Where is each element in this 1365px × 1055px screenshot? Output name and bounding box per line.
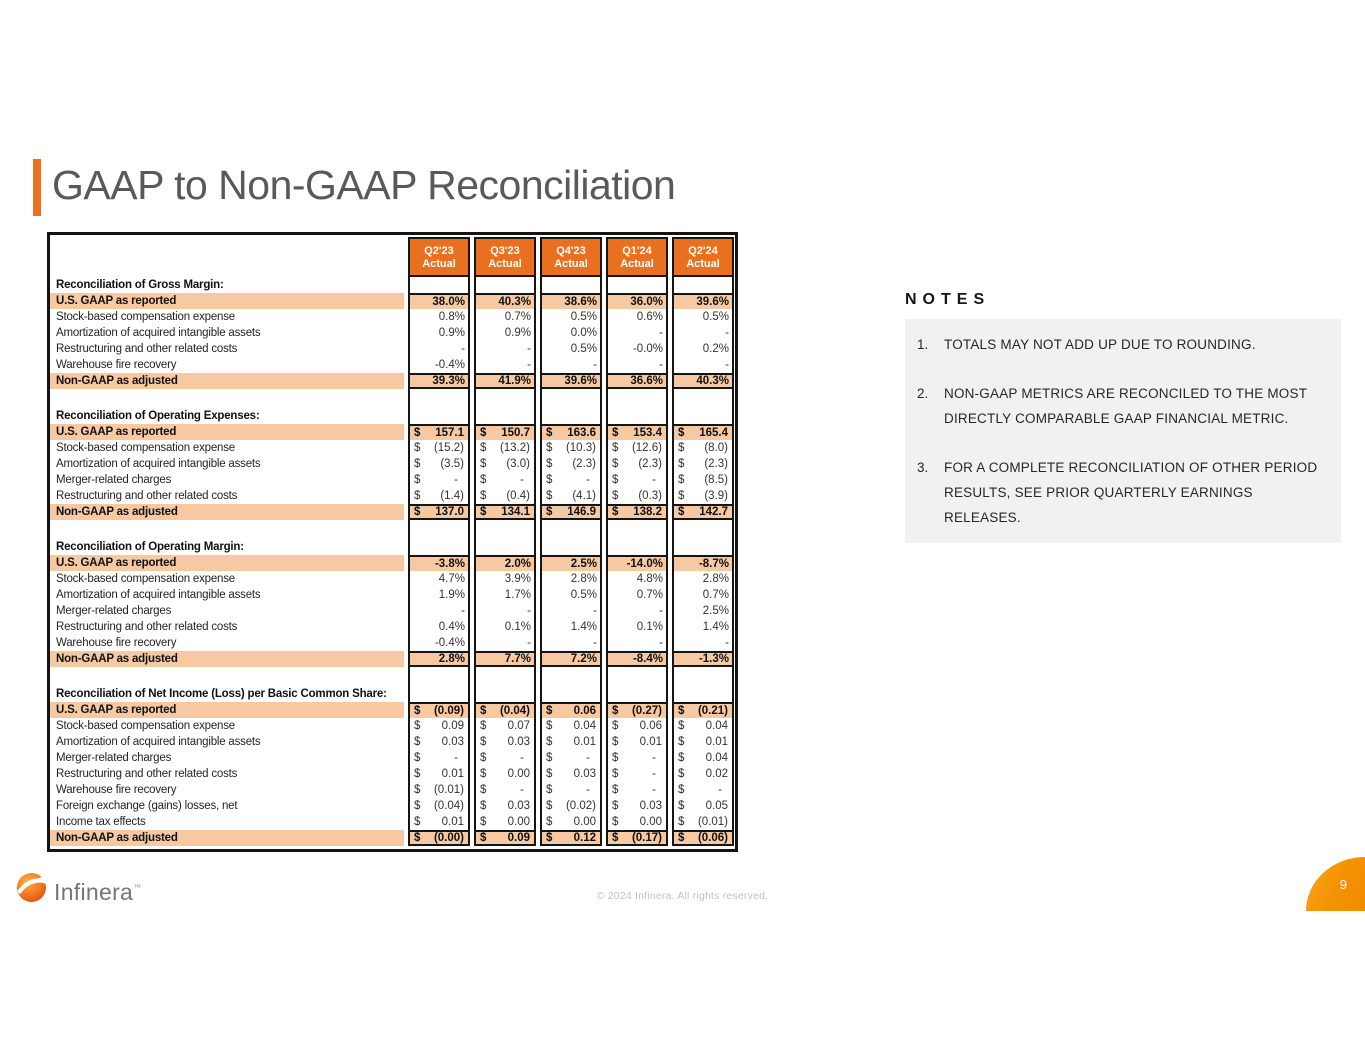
row-label: Warehouse fire recovery: [56, 784, 177, 796]
note-text: TOTALS MAY NOT ADD UP DUE TO ROUNDING.: [944, 337, 1256, 352]
table-row: [50, 587, 733, 603]
row-label: Warehouse fire recovery: [56, 637, 177, 649]
column-header: Q3'23 Actual: [474, 237, 536, 277]
value-cell: -: [672, 325, 734, 341]
value-cell: $ 157.1: [408, 424, 470, 440]
section-title-row: [50, 686, 733, 702]
value-cell: $ -: [540, 472, 602, 488]
page-title: GAAP to Non-GAAP Reconciliation: [52, 162, 676, 208]
value-cell: -0.4%: [408, 635, 470, 651]
value-cell: -0.4%: [408, 357, 470, 373]
value-cell: $ 165.4: [672, 424, 734, 440]
value-cell: $ (0.04): [474, 702, 536, 718]
value-cell: $ -: [540, 782, 602, 798]
value-cell: $ 0.06: [540, 702, 602, 718]
value-cell: 7.7%: [474, 651, 536, 667]
section-title-row: [50, 539, 733, 555]
value-cell: $ 0.00: [606, 814, 668, 830]
value-cell: -: [540, 635, 602, 651]
value-cell: 3.9%: [474, 571, 536, 587]
value-cell: 4.7%: [408, 571, 470, 587]
row-label: U.S. GAAP as reported: [50, 424, 404, 440]
row-label: Stock-based compensation expense: [56, 720, 235, 732]
value-cell: $ 0.01: [408, 814, 470, 830]
value-cell: 39.3%: [408, 373, 470, 389]
table-row: [50, 293, 733, 309]
value-cell: $ 153.4: [606, 424, 668, 440]
value-cell: -: [606, 603, 668, 619]
row-label: Warehouse fire recovery: [56, 359, 177, 371]
value-cell: 0.7%: [672, 587, 734, 603]
value-cell: $ -: [606, 782, 668, 798]
row-label: U.S. GAAP as reported: [50, 293, 404, 309]
row-label: Stock-based compensation expense: [56, 573, 235, 585]
table-row: [50, 488, 733, 504]
value-cell: $ 0.03: [540, 766, 602, 782]
value-cell: 1.9%: [408, 587, 470, 603]
section-title: Reconciliation of Gross Margin:: [56, 279, 224, 291]
section-gap-row: [50, 520, 733, 539]
note-item: [917, 381, 1327, 431]
section-title-row: [50, 277, 733, 293]
value-cell: 0.1%: [474, 619, 536, 635]
reconciliation-table: [47, 232, 738, 852]
table-row: [50, 373, 733, 389]
value-cell: $ 0.12: [540, 830, 602, 846]
value-cell: -: [540, 603, 602, 619]
value-cell: $ -: [474, 472, 536, 488]
value-cell: $ 0.01: [540, 734, 602, 750]
note-item: [917, 332, 1327, 357]
value-cell: 0.5%: [672, 309, 734, 325]
value-cell: $ (0.00): [408, 830, 470, 846]
value-cell: $ (0.09): [408, 702, 470, 718]
value-cell: $ (10.3): [540, 440, 602, 456]
value-cell: -: [606, 325, 668, 341]
value-cell: 0.4%: [408, 619, 470, 635]
value-cell: 2.8%: [408, 651, 470, 667]
row-label: Merger-related charges: [56, 474, 172, 486]
table-row: [50, 651, 733, 667]
value-cell: $ (0.02): [540, 798, 602, 814]
section-title: Reconciliation of Operating Expenses:: [56, 410, 260, 422]
value-cell: $ -: [474, 750, 536, 766]
value-cell: $ (0.04): [408, 798, 470, 814]
value-cell: $ (13.2): [474, 440, 536, 456]
table-row: [50, 424, 733, 440]
row-label: Amortization of acquired intangible assets: [56, 458, 261, 470]
value-cell: $ 0.03: [474, 798, 536, 814]
table-row: [50, 456, 733, 472]
row-label: Merger-related charges: [56, 752, 172, 764]
value-cell: $ 0.06: [606, 718, 668, 734]
row-label: Restructuring and other related costs: [56, 621, 238, 633]
table-row: [50, 798, 733, 814]
value-cell: $ (0.06): [672, 830, 734, 846]
page-number: 9: [1339, 876, 1347, 892]
value-cell: 1.4%: [540, 619, 602, 635]
row-label: U.S. GAAP as reported: [50, 555, 404, 571]
value-cell: -: [408, 341, 470, 357]
value-cell: -3.8%: [408, 555, 470, 571]
row-label: Foreign exchange (gains) losses, net: [56, 800, 238, 812]
table-row: [50, 504, 733, 520]
value-cell: $ -: [408, 750, 470, 766]
row-label: Stock-based compensation expense: [56, 442, 235, 454]
value-cell: 0.5%: [540, 341, 602, 357]
value-cell: -: [474, 603, 536, 619]
copyright-text: © 2024 Infinera. All rights reserved.: [596, 890, 769, 902]
value-cell: $ (1.4): [408, 488, 470, 504]
value-cell: 39.6%: [540, 373, 602, 389]
row-label: Amortization of acquired intangible assets: [56, 736, 261, 748]
table-header-row: [50, 237, 733, 277]
value-cell: $ 0.03: [408, 734, 470, 750]
trademark-symbol: ™: [133, 883, 142, 892]
table-row: [50, 635, 733, 651]
table-row: [50, 830, 733, 846]
value-cell: -: [540, 357, 602, 373]
value-cell: 0.1%: [606, 619, 668, 635]
value-cell: 40.3%: [672, 373, 734, 389]
value-cell: 1.7%: [474, 587, 536, 603]
column-header: Q2'24 Actual: [672, 237, 734, 277]
value-cell: $ 0.02: [672, 766, 734, 782]
row-label: Restructuring and other related costs: [56, 490, 238, 502]
row-label: Amortization of acquired intangible assets: [56, 589, 261, 601]
value-cell: $ (3.0): [474, 456, 536, 472]
value-cell: -: [474, 357, 536, 373]
value-cell: $ (0.3): [606, 488, 668, 504]
table-row: [50, 782, 733, 798]
value-cell: 0.9%: [474, 325, 536, 341]
value-cell: $ (0.4): [474, 488, 536, 504]
value-cell: $ (3.9): [672, 488, 734, 504]
value-cell: 0.7%: [606, 587, 668, 603]
note-text: NON-GAAP METRICS ARE RECONCILED TO THE MOST DIRECTLY COMPARABLE GAAP FINANCIAL METRIC.: [944, 386, 1307, 426]
value-cell: $ 0.04: [540, 718, 602, 734]
value-cell: 0.5%: [540, 309, 602, 325]
note-number: 1.: [917, 337, 929, 352]
value-cell: 1.4%: [672, 619, 734, 635]
page-number-badge: [1306, 857, 1365, 911]
notes-panel: [905, 319, 1341, 543]
value-cell: $ (0.01): [672, 814, 734, 830]
value-cell: $ 0.04: [672, 718, 734, 734]
value-cell: 36.0%: [606, 293, 668, 309]
table-row: [50, 750, 733, 766]
row-label: Amortization of acquired intangible assets: [56, 327, 261, 339]
value-cell: $ 146.9: [540, 504, 602, 520]
table-row: [50, 357, 733, 373]
value-cell: $ -: [606, 472, 668, 488]
value-cell: $ 0.01: [408, 766, 470, 782]
value-cell: $ 0.03: [606, 798, 668, 814]
value-cell: $ (3.5): [408, 456, 470, 472]
value-cell: 39.6%: [672, 293, 734, 309]
value-cell: 2.8%: [540, 571, 602, 587]
value-cell: 0.8%: [408, 309, 470, 325]
row-label: Stock-based compensation expense: [56, 311, 235, 323]
column-header: Q1'24 Actual: [606, 237, 668, 277]
value-cell: $ 0.09: [408, 718, 470, 734]
value-cell: $ -: [672, 782, 734, 798]
value-cell: 7.2%: [540, 651, 602, 667]
value-cell: 2.5%: [672, 603, 734, 619]
header-label-spacer: [50, 237, 404, 277]
table-row: [50, 718, 733, 734]
value-cell: 2.5%: [540, 555, 602, 571]
row-label: Income tax effects: [56, 816, 146, 828]
table-row: [50, 325, 733, 341]
value-cell: -: [672, 357, 734, 373]
value-cell: $ 0.00: [474, 766, 536, 782]
value-cell: $ (8.0): [672, 440, 734, 456]
value-cell: $ 0.00: [474, 814, 536, 830]
section-title: Reconciliation of Net Income (Loss) per Basic Common Share:: [56, 688, 387, 700]
value-cell: -1.3%: [672, 651, 734, 667]
value-cell: $ 0.07: [474, 718, 536, 734]
note-text: FOR A COMPLETE RECONCILIATION OF OTHER PERIOD RESULTS, SEE PRIOR QUARTERLY EARNINGS RELEASES.: [944, 460, 1318, 525]
row-label: Non-GAAP as adjusted: [50, 651, 404, 667]
value-cell: $ 0.01: [606, 734, 668, 750]
value-cell: 41.9%: [474, 373, 536, 389]
value-cell: 38.6%: [540, 293, 602, 309]
value-cell: 0.7%: [474, 309, 536, 325]
table-row: [50, 603, 733, 619]
logo-text: Infinera™: [54, 879, 142, 905]
value-cell: $ (12.6): [606, 440, 668, 456]
table-row: [50, 766, 733, 782]
value-cell: 2.8%: [672, 571, 734, 587]
table-row: [50, 341, 733, 357]
note-number: 3.: [917, 460, 929, 475]
section-title: Reconciliation of Operating Margin:: [56, 541, 244, 553]
value-cell: -14.0%: [606, 555, 668, 571]
value-cell: $ 150.7: [474, 424, 536, 440]
value-cell: $ -: [606, 766, 668, 782]
row-label: Merger-related charges: [56, 605, 172, 617]
value-cell: $ 0.05: [672, 798, 734, 814]
value-cell: $ (4.1): [540, 488, 602, 504]
value-cell: $ (2.3): [540, 456, 602, 472]
row-label: Non-GAAP as adjusted: [50, 373, 404, 389]
value-cell: $ (0.21): [672, 702, 734, 718]
title-accent-bar: [33, 159, 41, 216]
value-cell: $ 138.2: [606, 504, 668, 520]
value-cell: 36.6%: [606, 373, 668, 389]
value-cell: 0.9%: [408, 325, 470, 341]
value-cell: 0.0%: [540, 325, 602, 341]
value-cell: 0.6%: [606, 309, 668, 325]
value-cell: $ (0.17): [606, 830, 668, 846]
value-cell: 2.0%: [474, 555, 536, 571]
value-cell: $ 137.0: [408, 504, 470, 520]
table-row: [50, 814, 733, 830]
section-gap-row: [50, 389, 733, 408]
value-cell: 0.2%: [672, 341, 734, 357]
column-header: Q4'23 Actual: [540, 237, 602, 277]
table-row: [50, 309, 733, 325]
row-label: Restructuring and other related costs: [56, 343, 238, 355]
value-cell: $ (2.3): [672, 456, 734, 472]
value-cell: $ (2.3): [606, 456, 668, 472]
value-cell: -: [606, 635, 668, 651]
value-cell: -8.7%: [672, 555, 734, 571]
row-label: Non-GAAP as adjusted: [50, 504, 404, 520]
column-header: Q2'23 Actual: [408, 237, 470, 277]
table-row: [50, 619, 733, 635]
value-cell: $ 0.01: [672, 734, 734, 750]
value-cell: 0.5%: [540, 587, 602, 603]
table-row: [50, 472, 733, 488]
section-title-row: [50, 408, 733, 424]
value-cell: $ 0.09: [474, 830, 536, 846]
value-cell: $ 0.03: [474, 734, 536, 750]
value-cell: -: [474, 341, 536, 357]
value-cell: $ -: [474, 782, 536, 798]
value-cell: -8.4%: [606, 651, 668, 667]
value-cell: 38.0%: [408, 293, 470, 309]
value-cell: 4.8%: [606, 571, 668, 587]
row-label: Restructuring and other related costs: [56, 768, 238, 780]
value-cell: $ 134.1: [474, 504, 536, 520]
value-cell: -: [606, 357, 668, 373]
table-row: [50, 555, 733, 571]
row-label: Non-GAAP as adjusted: [50, 830, 404, 846]
value-cell: $ 0.00: [540, 814, 602, 830]
value-cell: $ 142.7: [672, 504, 734, 520]
value-cell: $ -: [606, 750, 668, 766]
value-cell: $ (0.27): [606, 702, 668, 718]
section-gap-row: [50, 667, 733, 686]
value-cell: -: [408, 603, 470, 619]
value-cell: $ -: [540, 750, 602, 766]
value-cell: $ (15.2): [408, 440, 470, 456]
row-label: U.S. GAAP as reported: [50, 702, 404, 718]
table-row: [50, 702, 733, 718]
value-cell: $ (0.01): [408, 782, 470, 798]
table-row: [50, 734, 733, 750]
value-cell: 40.3%: [474, 293, 536, 309]
value-cell: -0.0%: [606, 341, 668, 357]
value-cell: $ 0.04: [672, 750, 734, 766]
value-cell: -: [672, 635, 734, 651]
table-row: [50, 440, 733, 456]
value-cell: -: [474, 635, 536, 651]
value-cell: $ 163.6: [540, 424, 602, 440]
value-cell: $ (8.5): [672, 472, 734, 488]
notes-heading: NOTES: [905, 291, 991, 308]
value-cell: $ -: [408, 472, 470, 488]
table-row: [50, 571, 733, 587]
note-number: 2.: [917, 386, 929, 401]
note-item: [917, 455, 1327, 530]
